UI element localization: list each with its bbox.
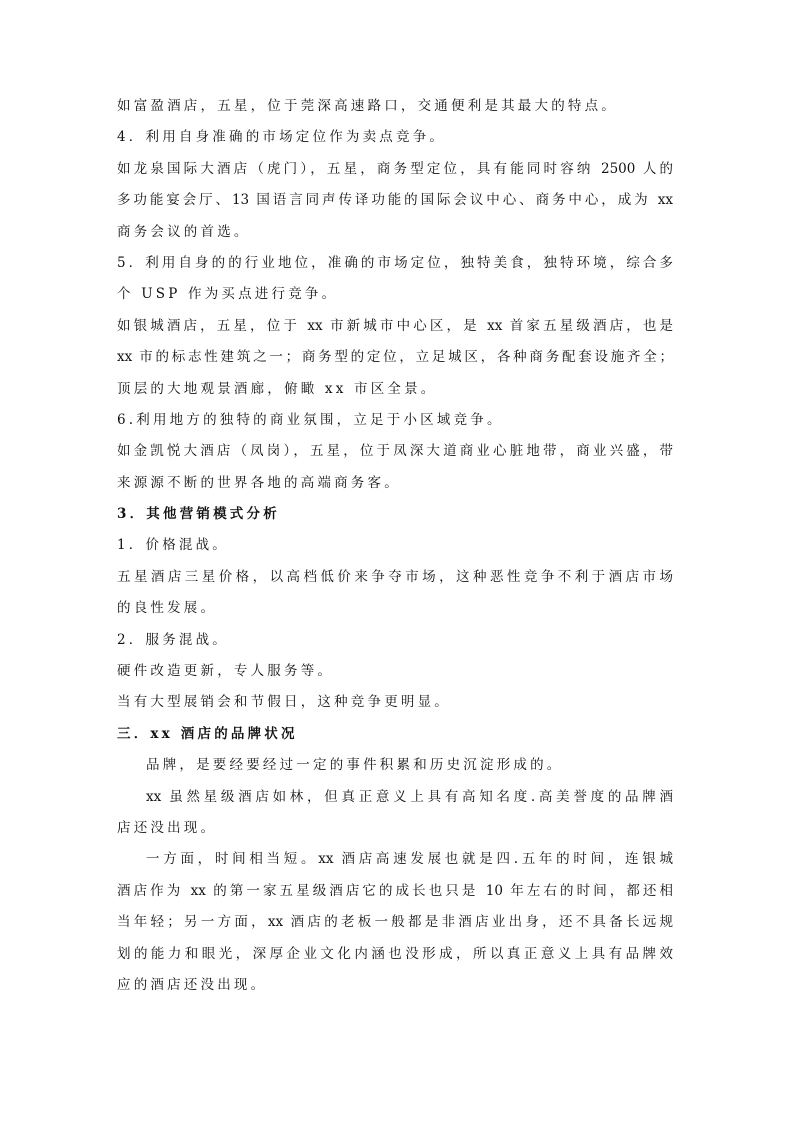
paragraph-line: 顶层的大地观景酒廊，俯瞰 xx 市区全景。 [117,380,438,397]
paragraph-line: xx 虽然星级酒店如林，但真正意义上具有高知名度.高美誉度的品牌酒 [146,788,673,805]
paragraph-line: 酒店作为 xx 的第一家五星级酒店它的成长也只是 10 年左右的时间，都还相 [117,882,673,899]
paragraph-line: 商务会议的首选。 [117,223,251,240]
paragraph-line: 品牌，是要经要经过一定的事件积累和历史沉淀形成的。 [146,757,564,774]
list-item-heading: 2．服务混战。 [117,631,229,648]
list-item-heading: 4．利用自身准确的市场定位作为卖点竞争。 [117,129,447,146]
paragraph-line: 来源源不断的世界各地的高端商务客。 [117,474,401,491]
list-item-heading: 个 USP 作为买点进行竞争。 [117,286,339,303]
paragraph-line: 五星酒店三星价格，以高档低价来争夺市场，这种恶性竞争不利于酒店市场 [117,568,673,585]
list-item-heading: 1．价格混战。 [117,537,229,554]
paragraph-line: xx 市的标志性建筑之一；商务型的定位，立足城区，各种商务配套设施齐全； [117,349,673,366]
chapter-heading: 三．xx 酒店的品牌状况 [117,725,298,742]
document-page [117,94,673,1004]
paragraph-line: 多功能宴会厅、13 国语言同声传译功能的国际会议中心、商务中心，成为 xx [117,192,673,209]
paragraph-line: 一方面，时间相当短。xx 酒店高速发展也就是四.五年的时间，连银城 [146,851,673,868]
paragraph-line: 如银城酒店，五星，位于 xx 市新城市中心区，是 xx 首家五星级酒店，也是 [117,317,673,334]
paragraph-line: 店还没出现。 [117,819,218,836]
paragraph-line: 硬件改造更新，专人服务等。 [117,663,335,680]
paragraph-line: 如龙泉国际大酒店（虎门），五星，商务型定位，具有能同时容纳 2500 人的 [117,160,673,177]
section-heading: 3．其他营销模式分析 [117,506,280,523]
paragraph-line: 应的酒店还没出现。 [117,976,268,993]
paragraph-line: 当年轻；另一方面，xx 酒店的老板一般都是非酒店业出身，还不具备长远规 [117,914,673,931]
list-item-heading: 6.利用地方的独特的商业氛围，立足于小区域竞争。 [117,411,504,428]
paragraph-line: 如富盈酒店，五星，位于莞深高速路口，交通便利是其最大的特点。 [117,98,618,114]
paragraph-line: 的良性发展。 [117,600,218,617]
paragraph-line: 当有大型展销会和节假日，这种竞争更明显。 [117,694,451,711]
paragraph-line: 如金凯悦大酒店（凤岗），五星，位于凤深大道商业心脏地带，商业兴盛，带 [117,443,673,460]
paragraph-line: 划的能力和眼光，深厚企业文化内涵也没形成，所以真正意义上具有品牌效 [117,945,673,962]
list-item-heading: 5．利用自身的的行业地位，准确的市场定位，独特美食，独特环境，综合多 [117,254,673,271]
